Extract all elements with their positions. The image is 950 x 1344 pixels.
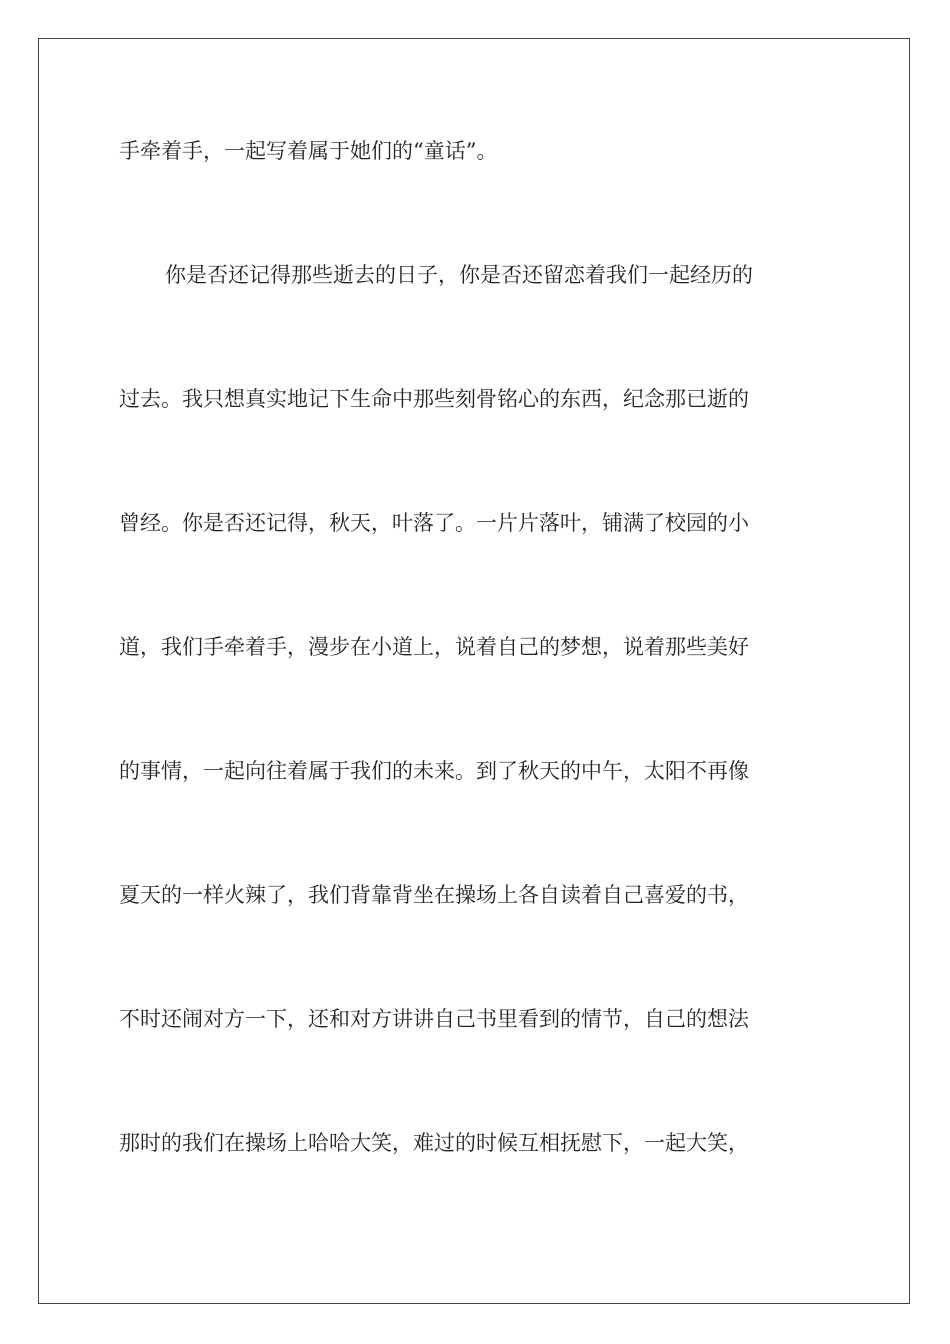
text-line-9: 那时的我们在操场上哈哈大笑，难过的时候互相抚慰下，一起大笑， — [119, 1131, 749, 1155]
text-line-2: 你是否还记得那些逝去的日子，你是否还留恋着我们一起经历的 — [165, 263, 753, 287]
document-page — [38, 38, 910, 1304]
text-line-1: 手牵着手，一起写着属于她们的“童话”。 — [119, 139, 498, 163]
text-line-6: 的事情，一起向往着属于我们的未来。到了秋天的中午，太阳不再像 — [119, 759, 749, 783]
text-line-3: 过去。我只想真实地记下生命中那些刻骨铭心的东西，纪念那已逝的 — [119, 387, 749, 411]
text-line-4: 曾经。你是否还记得，秋天，叶落了。一片片落叶，铺满了校园的小 — [119, 511, 749, 535]
text-line-5: 道，我们手牵着手，漫步在小道上，说着自己的梦想，说着那些美好 — [119, 635, 749, 659]
text-line-8: 不时还闹对方一下，还和对方讲讲自己书里看到的情节，自己的想法 — [119, 1007, 749, 1031]
text-line-7: 夏天的一样火辣了，我们背靠背坐在操场上各自读着自己喜爱的书， — [119, 883, 749, 907]
